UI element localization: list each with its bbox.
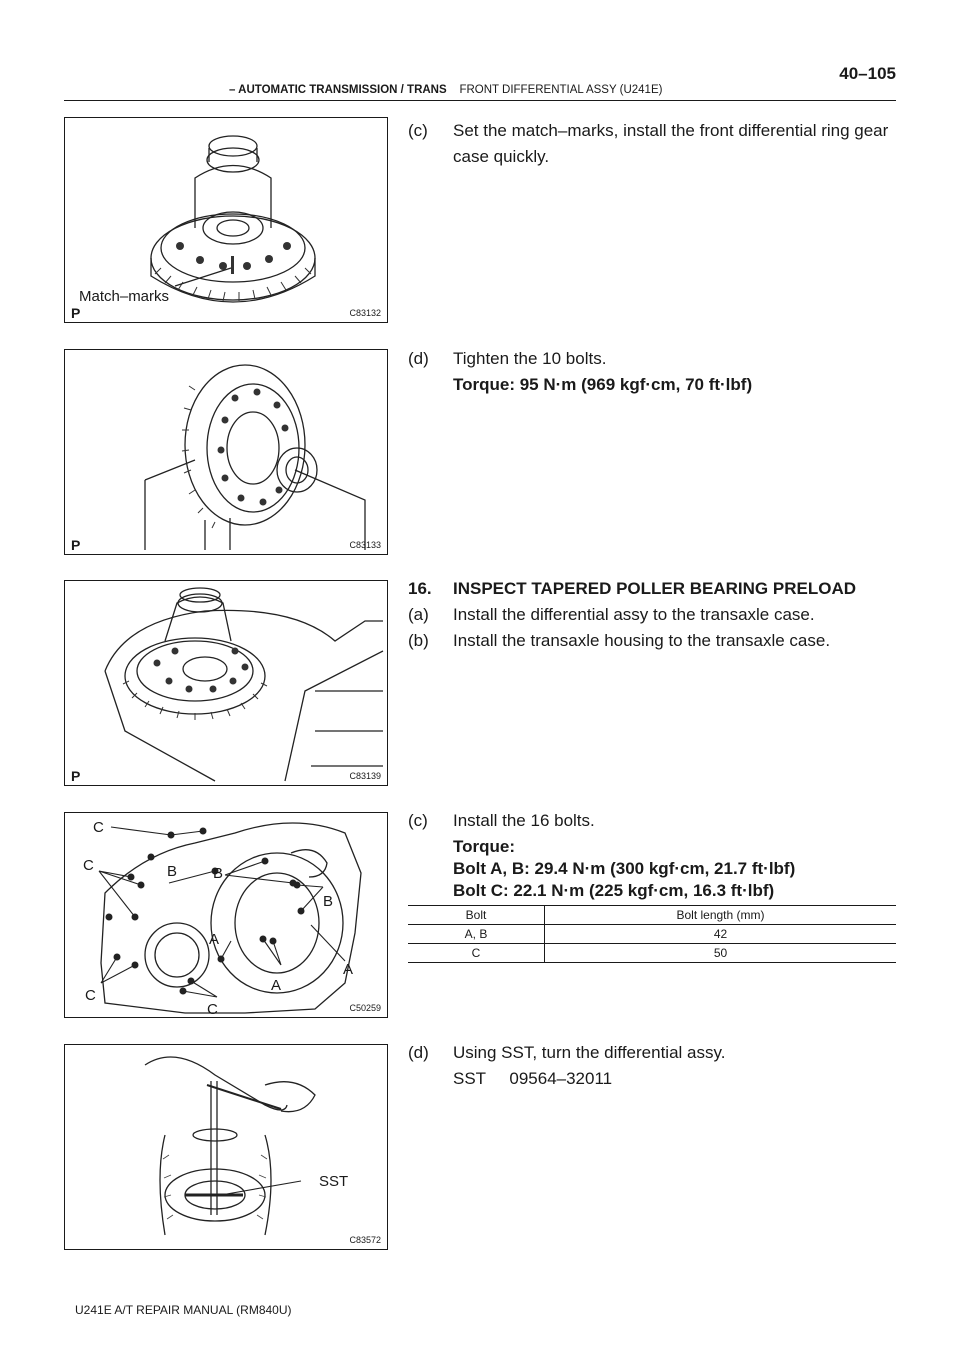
case-outline xyxy=(160,1135,271,1235)
transaxle-case-outline xyxy=(105,610,383,671)
step-number: (c) xyxy=(408,121,428,140)
step-c-match-marks-cont: case quickly. xyxy=(453,147,550,166)
table-row xyxy=(408,925,896,944)
page-number: 40–105 xyxy=(839,64,896,83)
figure-code: C83139 xyxy=(349,771,381,781)
header-rule xyxy=(64,100,896,101)
figure-code: C50259 xyxy=(349,1003,381,1013)
header-section: – AUTOMATIC TRANSMISSION / TRANS xyxy=(229,84,447,96)
table-header-row xyxy=(408,906,896,925)
table-header-bolt: Bolt xyxy=(408,906,545,925)
sst-number: SST 09564–32011 xyxy=(453,1069,613,1088)
hand-left xyxy=(145,1057,287,1110)
figure-install-differential xyxy=(64,580,388,786)
page-footer: U241E A/T REPAIR MANUAL (RM840U) xyxy=(75,1303,292,1317)
callout-bolt-c-top: C xyxy=(93,819,104,836)
table-cell-length: 50 xyxy=(545,944,897,963)
callout-match-marks: Match–marks xyxy=(79,288,170,305)
figure-sst-turn xyxy=(64,1044,388,1250)
step-title: INSPECT TAPERED POLLER BEARING PRELOAD xyxy=(453,579,856,598)
callout-bolt-c-bottom-left: C xyxy=(85,987,96,1004)
step-number: (d) xyxy=(408,1043,429,1062)
torque-label: Torque: xyxy=(453,837,516,856)
figure-code: C83132 xyxy=(349,308,381,318)
callout-bolt-c-left: C xyxy=(83,857,94,874)
step-number: (b) xyxy=(408,631,429,650)
table-header-length: Bolt length (mm) xyxy=(545,906,897,925)
callout-bolt-b-left: B xyxy=(167,863,178,880)
step-text: Set the match–marks, install the front differential ring gear xyxy=(453,121,889,140)
torque-spec-10-bolts: Torque: 95 N·m (969 kgf·cm, 70 ft·lbf) xyxy=(453,375,753,394)
bolt-length-table xyxy=(408,905,896,963)
figure-code: C83133 xyxy=(349,540,381,550)
transaxle-case-illustration xyxy=(65,581,388,786)
torque-wrench xyxy=(207,1085,281,1109)
callout-bolt-a-bottom: A xyxy=(271,977,282,994)
transaxle-housing-bolt-diagram xyxy=(65,813,388,1018)
step-text: Install the 16 bolts. xyxy=(453,811,595,830)
converter-housing xyxy=(211,853,343,993)
step-text: Tighten the 10 bolts. xyxy=(453,349,607,368)
step-number: 16. xyxy=(408,579,432,598)
callout-bolt-c-bottom: C xyxy=(207,1001,218,1018)
vise-outline xyxy=(145,460,365,550)
header-subsection: FRONT DIFFERENTIAL ASSY (U241E) xyxy=(459,84,663,96)
callout-bolt-b-right: B xyxy=(323,893,334,910)
differential-in-vise-illustration xyxy=(65,350,388,555)
ring-gear xyxy=(125,638,265,714)
table-cell-bolt: A, B xyxy=(408,925,545,944)
differential-case xyxy=(165,597,231,641)
callout-bolt-a-center: A xyxy=(209,931,220,948)
ring-gear xyxy=(185,365,305,525)
figure-p-mark: P xyxy=(71,537,81,553)
figure-tighten-bolts xyxy=(64,349,388,555)
table-cell-bolt: C xyxy=(408,944,545,963)
callout-bolt-b-center: B xyxy=(213,865,224,882)
step-number: (c) xyxy=(408,811,428,830)
step-number: (a) xyxy=(408,605,429,624)
torque-spec-bolt-ab: Bolt A, B: 29.4 N·m (300 kgf·cm, 21.7 ft·lbf) xyxy=(453,859,796,878)
torque-spec-bolt-c: Bolt C: 22.1 N·m (225 kgf·cm, 16.3 ft·lbf) xyxy=(453,881,775,900)
figure-code: C83572 xyxy=(349,1235,381,1245)
bearing-top xyxy=(207,148,259,172)
callout-sst: SST xyxy=(319,1173,349,1190)
header-title xyxy=(229,84,662,96)
step-number: (d) xyxy=(408,349,429,368)
table-cell-length: 42 xyxy=(545,925,897,944)
callout-bolt-a-right: A xyxy=(343,961,354,978)
housing-outline xyxy=(101,823,361,1013)
step-text: Using SST, turn the differential assy. xyxy=(453,1043,726,1062)
figure-bolt-locations xyxy=(64,812,388,1018)
figure-differential-match-marks xyxy=(64,117,388,323)
sst-torque-wrench-illustration xyxy=(65,1045,388,1250)
figure-p-mark: P xyxy=(71,768,81,784)
step-text: Install the differential assy to the transaxle case. xyxy=(453,605,815,624)
step-text: Install the transaxle housing to the transaxle case. xyxy=(453,631,831,650)
table-row xyxy=(408,944,896,963)
page-header xyxy=(64,64,896,104)
figure-p-mark: P xyxy=(71,305,81,321)
